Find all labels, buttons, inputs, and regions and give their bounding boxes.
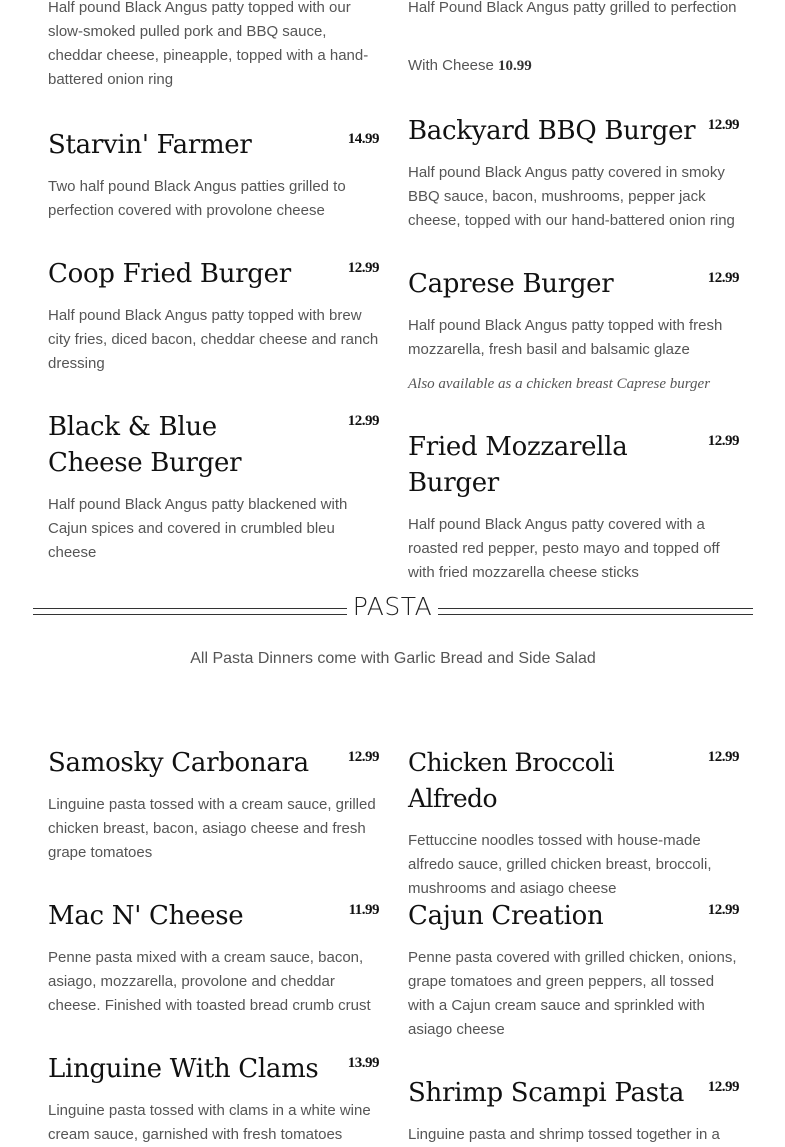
menu-item-name: Cajun Creation xyxy=(408,901,604,931)
menu-item-price: 12.99 xyxy=(347,749,379,765)
menu-item-note: Also available as a chicken breast Caprese burger xyxy=(408,376,711,392)
section-header-pasta xyxy=(33,588,753,632)
menu-item xyxy=(48,898,379,1018)
menu-item xyxy=(408,745,739,901)
variant-label: With Cheese xyxy=(408,57,494,74)
section-title: PASTA xyxy=(352,592,433,621)
menu-item-name: Backyard BBQ Burger xyxy=(408,116,696,146)
menu-item-name: Coop Fried Burger xyxy=(48,259,291,289)
menu-item xyxy=(48,409,379,565)
menu-item-description: Linguine pasta and shrimp tossed together in a xyxy=(408,1126,720,1143)
menu-item-price: 12.99 xyxy=(707,270,739,286)
menu-item-description: Half pound Black Angus patty covered in smoky BBQ sauce, bacon, mushrooms, pepper jack cheese, topped with our hand-battered onion ring xyxy=(408,164,735,229)
menu-item xyxy=(48,745,379,865)
menu-item-description: Two half pound Black Angus patties grilled to perfection covered with provolone cheese xyxy=(48,178,346,219)
menu-item xyxy=(408,113,739,233)
menu-item-price: 12.99 xyxy=(707,117,739,133)
menu-item-name: Chicken Broccoli Alfredo xyxy=(408,748,615,813)
menu-item-name: Samosky Carbonara xyxy=(48,748,309,778)
menu-item xyxy=(408,1075,739,1147)
menu-item-name: Caprese Burger xyxy=(408,269,614,299)
menu-item-description: Fettuccine noodles tossed with house-made alfredo sauce, grilled chicken breast, broccoli, mushrooms and asiago cheese xyxy=(408,832,712,897)
menu-item-description: Half pound Black Angus patty topped with fresh mozzarella, fresh basil and balsamic glaze xyxy=(408,317,723,358)
menu-item-description: Half Pound Black Angus patty grilled to perfection xyxy=(408,0,737,16)
menu-item-description: Linguine pasta tossed with a cream sauce, grilled chicken breast, bacon, asiago cheese and fresh grape tomatoes xyxy=(48,796,376,861)
menu-item-description: Half pound Black Angus patty covered with a roasted red pepper, pesto mayo and topped off with fried mozzarella cheese sticks xyxy=(408,516,720,581)
menu-item-description: Half pound Black Angus patty blackened with Cajun spices and covered in crumbled bleu cheese xyxy=(48,496,348,561)
menu-item xyxy=(48,127,379,223)
menu-item-price: 12.99 xyxy=(707,1079,739,1095)
menu-item-name: Shrimp Scampi Pasta xyxy=(408,1078,685,1108)
menu-item-price: 12.99 xyxy=(347,413,379,429)
menu-item-price: 12.99 xyxy=(707,433,739,449)
menu-item xyxy=(408,429,739,585)
menu-item-price: 13.99 xyxy=(347,1055,379,1071)
divider xyxy=(438,608,753,615)
menu-item-price: 11.99 xyxy=(348,902,379,918)
menu-item-price: 12.99 xyxy=(707,749,739,765)
menu-item xyxy=(408,898,739,1042)
menu-item-description: Linguine pasta tossed with clams in a white wine cream sauce, garnished with fresh tomatoes xyxy=(48,1102,371,1143)
divider xyxy=(33,608,347,615)
menu-item-name: Linguine With Clams xyxy=(48,1054,319,1084)
menu-item-description: Penne pasta mixed with a cream sauce, bacon, asiago, mozzarella, provolone and cheddar cheese. Finished with toasted bread crumb crust xyxy=(48,949,371,1014)
menu-item xyxy=(48,1051,379,1147)
menu-item-description: Half pound Black Angus patty topped with our slow-smoked pulled pork and BBQ sauce, cheddar cheese, pineapple, topped with a hand-battered onion ring xyxy=(48,0,369,88)
menu-item-name: Black & Blue Cheese Burger xyxy=(48,412,242,478)
menu-item-variant xyxy=(408,54,739,78)
menu-item xyxy=(48,256,379,376)
menu-item-description: Penne pasta covered with grilled chicken, onions, grape tomatoes and green peppers, all tossed with a Cajun cream sauce and sprinkled with asiago cheese xyxy=(408,949,737,1038)
menu-item-price: 12.99 xyxy=(347,260,379,276)
section-subtitle: All Pasta Dinners come with Garlic Bread and Side Salad xyxy=(190,650,596,667)
menu-item-name: Fried Mozzarella Burger xyxy=(408,432,628,498)
menu-item-name: Starvin' Farmer xyxy=(48,130,252,160)
menu-item-price: 14.99 xyxy=(347,131,379,147)
variant-price: 10.99 xyxy=(498,58,532,74)
menu-item-price: 12.99 xyxy=(707,902,739,918)
menu-item xyxy=(408,266,739,396)
menu-item-name: Mac N' Cheese xyxy=(48,901,244,931)
menu-item-description: Half pound Black Angus patty topped with brew city fries, diced bacon, cheddar cheese and ranch dressing xyxy=(48,307,379,372)
